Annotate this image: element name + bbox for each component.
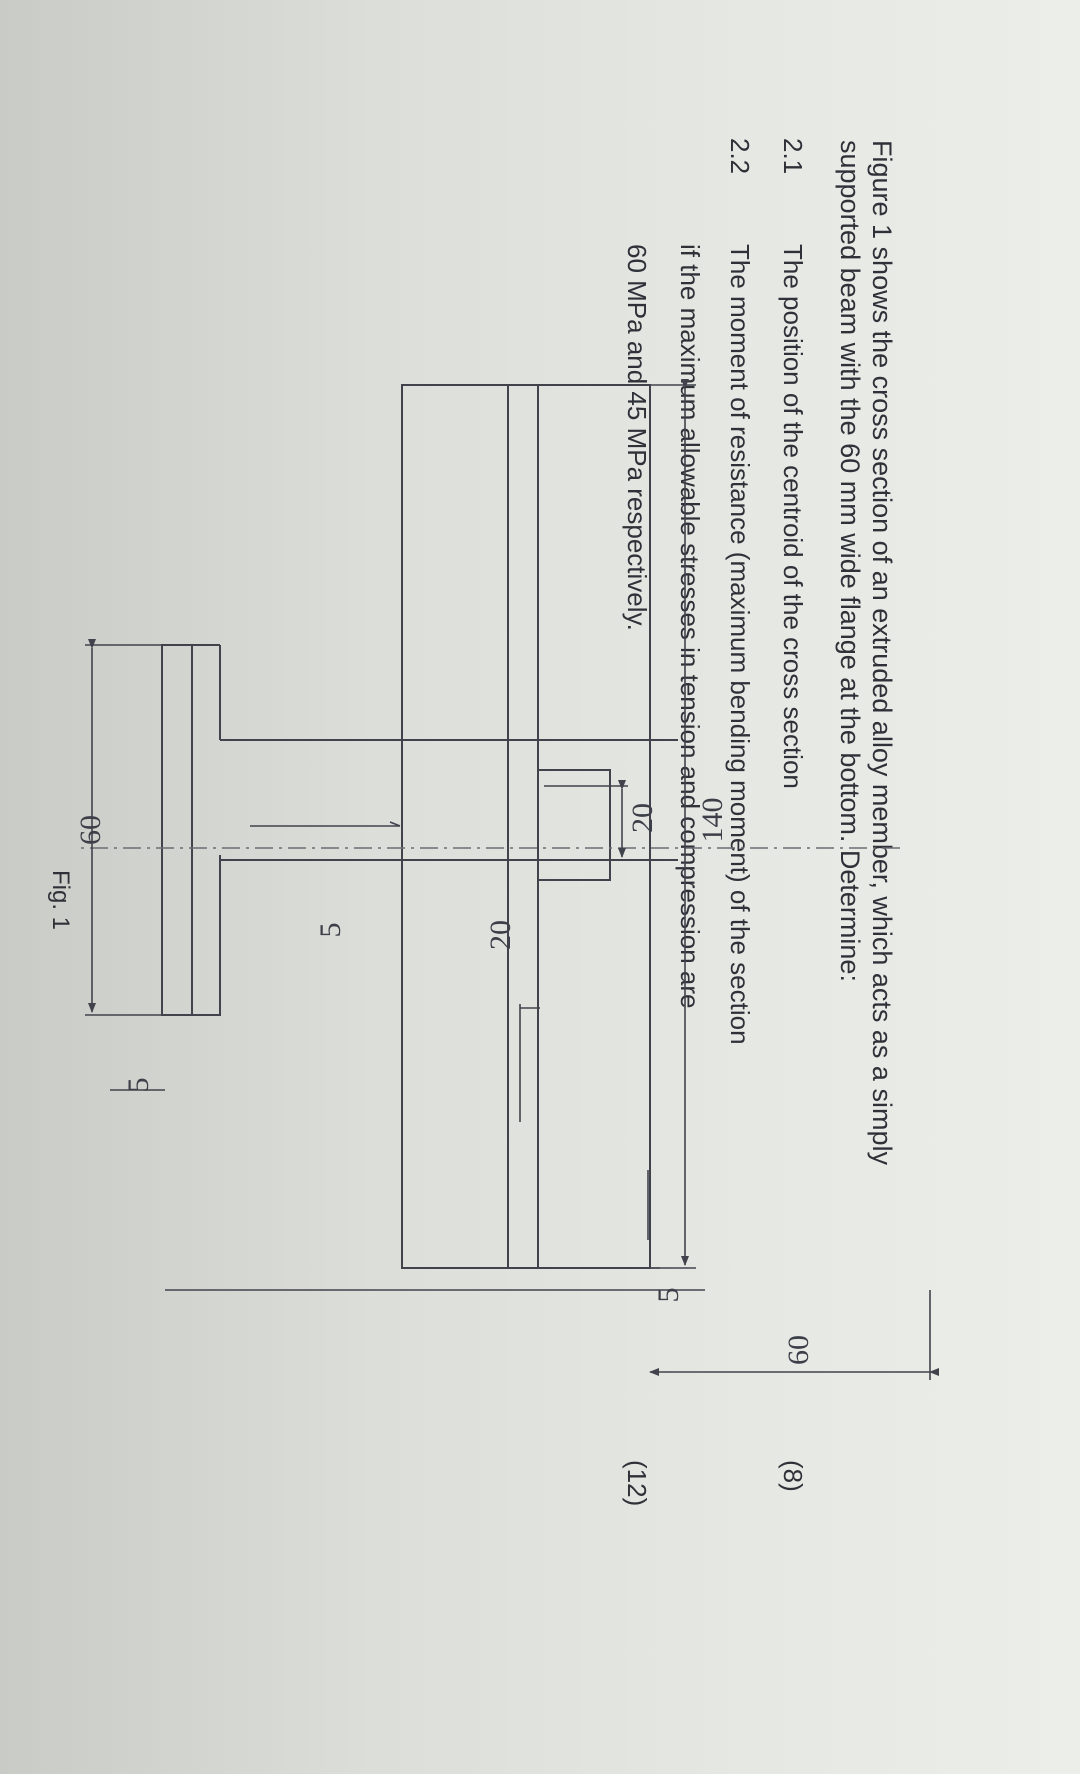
dim-5-left-label: 5 [122, 1077, 155, 1093]
dim-140-label: 140 [696, 797, 729, 843]
intro-line-2: supported beam with the 60 mm wide flange at the bottom. Determine: [835, 140, 865, 982]
figure-caption: Fig. 1 [47, 870, 74, 931]
item-2-2-text-line-3: 60 MPa and 45 MPa respectively. [622, 244, 652, 631]
item-2-1-number: 2.1 [778, 138, 808, 175]
item-2-2-text-line-1: The moment of resistance (maximum bending moment) of the section [725, 244, 755, 1045]
dim-60-left-label: 60 [74, 815, 107, 845]
item-2-2-marks: (12) [622, 1460, 652, 1507]
dim-5-web-label: 5 [314, 922, 347, 938]
intro-line-1: Figure 1 shows the cross section of an extruded alloy member, which acts as a simply [867, 140, 897, 1165]
item-2-2-number: 2.2 [725, 138, 755, 175]
item-2-1-marks: (8) [778, 1460, 808, 1492]
t-section-outline [402, 385, 538, 1268]
dim-5-right-label: 5 [652, 1287, 685, 1303]
item-2-1-text: The position of the centroid of the cross section [778, 244, 808, 789]
item-2-2-text-line-2: if the maximum allowable stresses in tension and compression are [675, 244, 705, 1009]
dim-20-middle-label: 20 [626, 803, 659, 833]
dim-60-right-label: 60 [782, 1335, 815, 1365]
dim-20-step-label: 20 [484, 920, 517, 950]
